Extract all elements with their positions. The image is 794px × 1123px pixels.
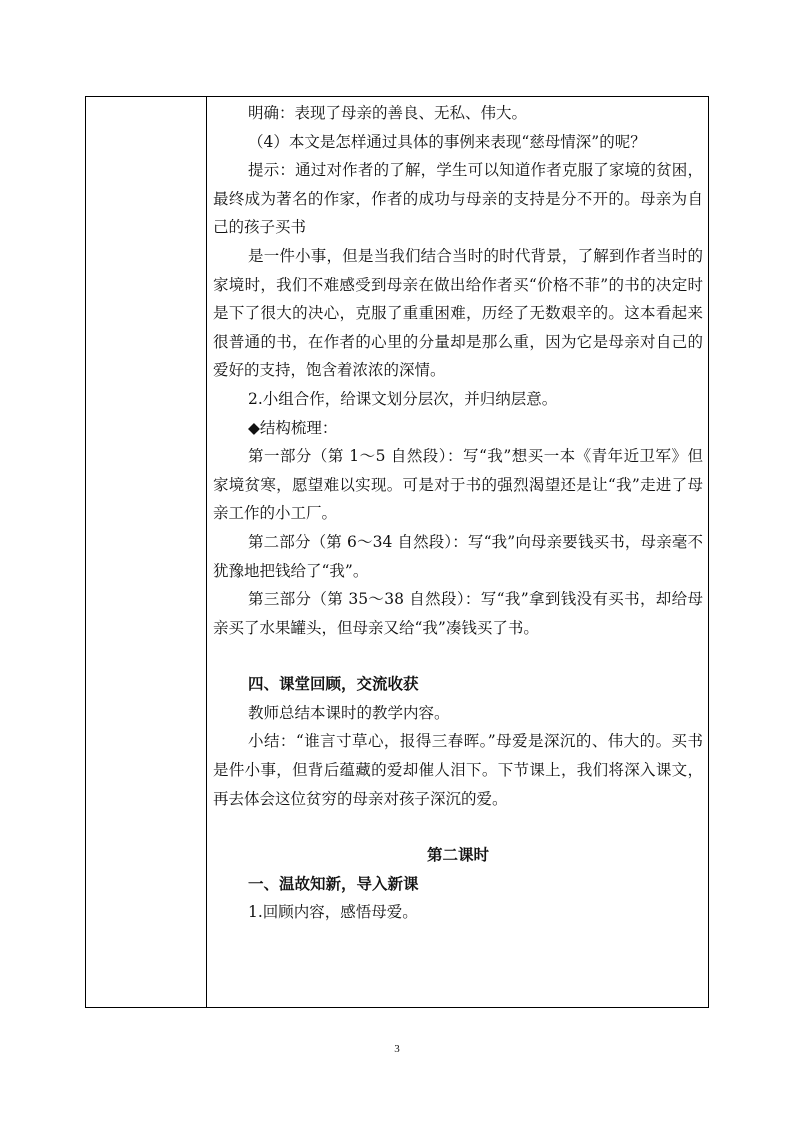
clarify-text: 明确：表现了母亲的善良、无私、伟大。: [248, 104, 528, 122]
lesson-content: [213, 99, 703, 927]
structure-heading: ◆结构梳理：: [248, 418, 338, 437]
question-4: （4）本文是怎样通过具体的事例来表现“慈母情深”的呢？: [248, 132, 646, 151]
lesson-table: [85, 96, 709, 1008]
group-task: 2.小组合作，给课文划分层次，并归纳层意。: [248, 389, 558, 408]
lesson-two-title: 第二课时: [426, 845, 489, 865]
part-one: 第一部分（第 1～5 自然段）：写“我”想买一本《青年近卫军》但家境贫寒，愿望难以实现。可是对于书的强烈渴望还是让“我”走进了母亲工作的小工厂。: [213, 447, 703, 523]
teacher-summary: 教师总结本课时的教学内容。: [248, 703, 450, 722]
summary-paragraph: 小结：“谁言寸草心，报得三春晖。”母爱是深沉的、伟大的。买书是件小事，但背后蕴藏的爱却催人泪下。下节课上，我们将深入课文，再去体会这位贫穷的母亲对孩子深沉的爱。: [213, 732, 703, 808]
page-number: 3: [394, 1043, 400, 1055]
review-item: 1.回顾内容，感悟母爱。: [248, 903, 418, 922]
part-two: 第二部分（第 6～34 自然段）：写“我”向母亲要钱买书，母亲毫不犹豫地把钱给了“我”。: [213, 532, 703, 580]
hint-continuation: 是一件小事，但是当我们结合当时的时代背景，了解到作者当时的家境时，我们不难感受到母亲在做出给作者买“价格不菲”的书的决定时是下了很大的决心，克服了重重困难，历经了无数艰辛的。这本看起来很普通的书，在作者的心里的分量却是那么重，因为它是母亲对自己的爱好的支持，饱含着浓浓的深情。: [213, 246, 703, 380]
part-three: 第三部分（第 35～38 自然段）：写“我”拿到钱没有买书，却给母亲买了水果罐头，但母亲又给“我”凑钱买了书。: [213, 590, 703, 637]
hint-paragraph: 提示：通过对作者的了解，学生可以知道作者克服了家境的贫困，最终成为著名的作家，作者的成功与母亲的支持是分不开的。母亲为自己的孩子买书: [213, 161, 703, 237]
column-divider: [206, 97, 207, 1007]
section-heading-1: 一、温故知新，导入新课: [248, 873, 419, 893]
section-heading-4: 四、课堂回顾，交流收获: [248, 674, 419, 694]
